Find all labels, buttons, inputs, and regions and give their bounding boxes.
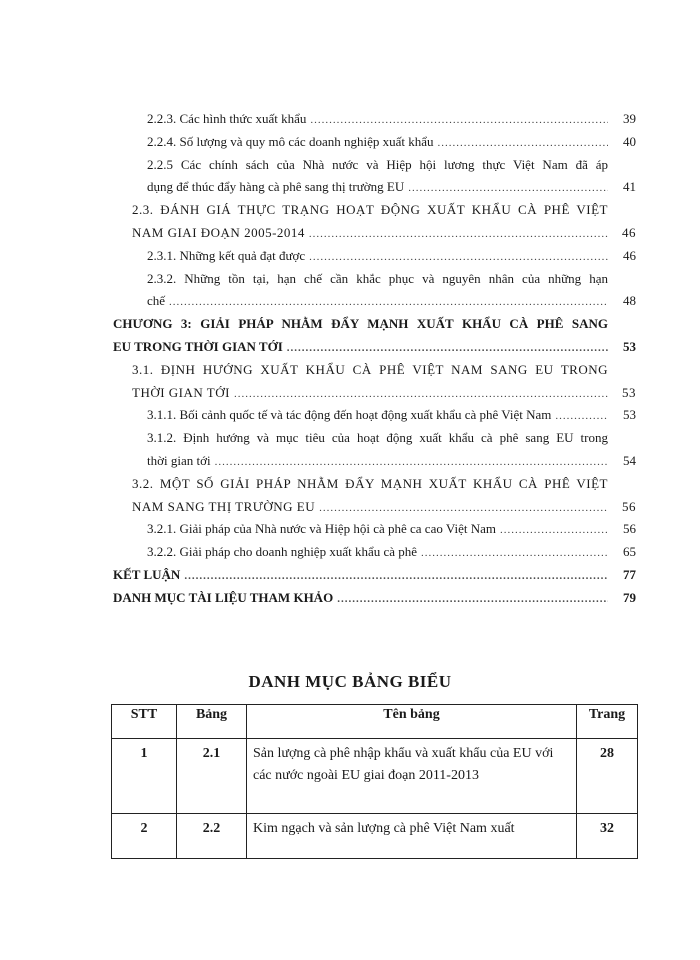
toc-entry-text: NAM SANG THỊ TRƯỜNG EU <box>132 498 316 514</box>
toc-entry-text: 3.1. ĐỊNH HƯỚNG XUẤT KHẨU CÀ PHÊ VIỆT NAM SANG EU TRONG <box>132 361 608 377</box>
row-trang: 28 <box>577 739 638 814</box>
toc-page-number: 53 <box>623 407 636 423</box>
toc-entry[interactable] <box>113 541 636 564</box>
toc-entry-text: DANH MỤC TÀI LIỆU THAM KHẢO <box>113 589 334 605</box>
dot-leader <box>555 405 608 428</box>
dot-leader <box>184 565 608 588</box>
table-of-contents <box>113 108 636 610</box>
toc-page-number: 56 <box>623 521 636 537</box>
table-row <box>112 739 638 814</box>
dot-leader <box>337 588 608 611</box>
dot-leader <box>215 451 608 474</box>
toc-entry[interactable] <box>113 108 636 131</box>
toc-entry[interactable] <box>113 176 636 199</box>
table-header-row <box>112 705 638 739</box>
list-of-tables <box>111 704 638 859</box>
toc-page-number: 41 <box>623 179 636 195</box>
dot-leader <box>234 383 608 406</box>
row-stt: 1 <box>112 739 177 814</box>
toc-page-number: 79 <box>623 589 636 605</box>
dot-leader <box>169 291 608 314</box>
toc-entry[interactable] <box>113 427 636 450</box>
toc-page-number: 46 <box>622 224 636 240</box>
toc-entry-text: thời gian tới <box>147 452 211 468</box>
toc-entry-text: EU TRONG THỜI GIAN TỚI <box>113 338 283 354</box>
toc-entry[interactable] <box>113 222 636 245</box>
toc-entry-text: 2.2.5 Các chính sách của Nhà nước và Hiệp hội lương thực Việt Nam đã áp <box>147 156 608 172</box>
dot-leader <box>408 177 608 200</box>
toc-entry-text: chế <box>147 293 166 309</box>
dot-leader <box>287 337 608 360</box>
toc-entry-text: dụng để thúc đẩy hàng cà phê sang thị trường EU <box>147 179 405 195</box>
toc-entry[interactable] <box>113 313 636 336</box>
toc-entry[interactable] <box>113 336 636 359</box>
toc-entry-text: THỜI GIAN TỚI <box>132 384 230 400</box>
row-ten-bang: Sản lượng cà phê nhập khẩu và xuất khẩu của EU với các nước ngoài EU giai đoạn 2011-2013 <box>247 739 577 814</box>
row-ten-bang: Kim ngạch và sản lượng cà phê Việt Nam xuất <box>247 814 577 859</box>
toc-entry[interactable] <box>113 382 636 405</box>
toc-page-number: 53 <box>623 338 636 354</box>
table-row <box>112 814 638 859</box>
header-stt: STT <box>112 705 177 739</box>
toc-entry[interactable] <box>113 404 636 427</box>
toc-entry-text: 3.2.1. Giải pháp của Nhà nước và Hiệp hội cà phê ca cao Việt Nam <box>147 521 496 537</box>
toc-page-number: 39 <box>623 111 636 126</box>
toc-entry-text: 2.3.2. Những tồn tại, hạn chế cần khắc phục và nguyên nhân của những hạn <box>147 270 608 286</box>
toc-page-number: 65 <box>623 544 636 560</box>
toc-entry-text: 3.1.2. Định hướng và mục tiêu của hoạt động xuất khẩu cà phê sang EU trong <box>147 430 608 446</box>
toc-entry-text: 2.3. ĐÁNH GIÁ THỰC TRẠNG HOẠT ĐỘNG XUẤT KHẨU CÀ PHÊ VIỆT <box>132 202 608 218</box>
toc-entry[interactable] <box>113 473 636 496</box>
toc-entry-text: KẾT LUẬN <box>113 566 181 582</box>
toc-entry-text: NAM GIAI ĐOẠN 2005-2014 <box>132 224 305 240</box>
dot-leader <box>309 223 608 246</box>
toc-page-number: 48 <box>623 293 636 309</box>
dot-leader <box>310 109 608 132</box>
toc-entry-text: 2.2.3. Các hình thức xuất khẩu <box>147 111 307 126</box>
toc-entry[interactable] <box>113 496 636 519</box>
dot-leader <box>500 519 608 542</box>
toc-entry[interactable] <box>113 131 636 154</box>
row-bang: 2.2 <box>177 814 247 859</box>
toc-entry[interactable] <box>113 587 636 610</box>
dot-leader <box>421 542 608 565</box>
toc-entry-text: CHƯƠNG 3: GIẢI PHÁP NHẰM ĐẨY MẠNH XUẤT KHẨU CÀ PHÊ SANG <box>113 316 608 332</box>
toc-page-number: 77 <box>623 566 636 582</box>
toc-page-number: 54 <box>623 452 636 468</box>
toc-entry-text: 3.2. MỘT SỐ GIẢI PHÁP NHẰM ĐẨY MẠNH XUẤT KHẨU CÀ PHÊ VIỆT <box>132 475 608 491</box>
toc-entry[interactable] <box>113 154 636 177</box>
dot-leader <box>309 246 608 269</box>
toc-page-number: 40 <box>623 133 636 149</box>
header-ten-bang: Tên bảng <box>247 705 577 739</box>
list-of-tables-title: DANH MỤC BẢNG BIỂU <box>248 672 452 691</box>
toc-entry[interactable] <box>113 359 636 382</box>
row-stt: 2 <box>112 814 177 859</box>
toc-entry-text: 2.2.4. Số lượng và quy mô các doanh nghiệp xuất khẩu <box>147 133 434 149</box>
toc-page-number: 53 <box>622 384 636 400</box>
toc-entry[interactable] <box>113 245 636 268</box>
row-trang: 32 <box>577 814 638 859</box>
toc-entry[interactable] <box>113 268 636 291</box>
dot-leader <box>438 132 608 155</box>
toc-entry[interactable] <box>113 564 636 587</box>
header-bang: Bảng <box>177 705 247 739</box>
dot-leader <box>319 497 608 520</box>
toc-entry[interactable] <box>113 518 636 541</box>
toc-entry[interactable] <box>113 199 636 222</box>
toc-entry[interactable] <box>113 450 636 473</box>
toc-entry-text: 2.3.1. Những kết quả đạt được <box>147 247 306 263</box>
row-bang: 2.1 <box>177 739 247 814</box>
toc-page-number: 56 <box>622 498 636 514</box>
toc-entry-text: 3.1.1. Bối cảnh quốc tế và tác động đến hoạt động xuất khẩu cà phê Việt Nam <box>147 407 552 423</box>
toc-page-number: 46 <box>623 247 636 263</box>
header-trang: Trang <box>577 705 638 739</box>
toc-entry-text: 3.2.2. Giải pháp cho doanh nghiệp xuất khẩu cà phê <box>147 544 418 560</box>
toc-entry[interactable] <box>113 290 636 313</box>
